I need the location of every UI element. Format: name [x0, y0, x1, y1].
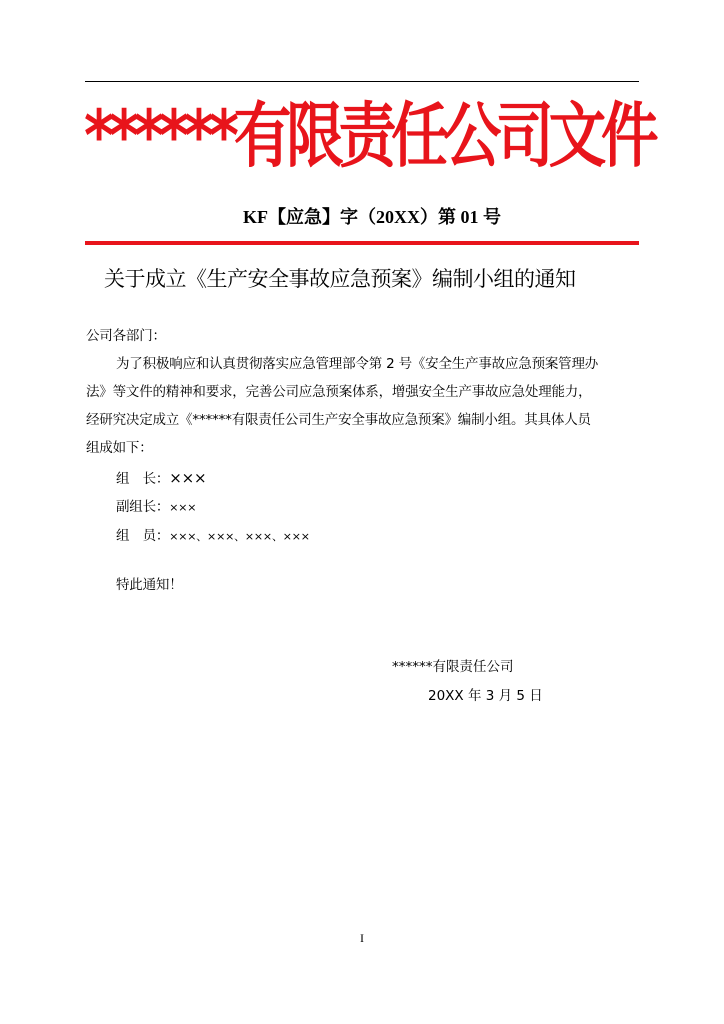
- signature-company: ******有限责任公司: [392, 659, 514, 675]
- closing-remark: 特此通知！: [116, 577, 183, 593]
- notice-title: 关于成立《生产安全事故应急预案》编制小组的通知: [104, 267, 576, 291]
- paragraph-line-3: 经研究决定成立《******有限责任公司生产安全事故应急预案》编制小组。其具体人员: [86, 412, 591, 428]
- masthead-red-rule: [85, 241, 639, 245]
- member-names: ×××: [169, 501, 197, 514]
- signature-date: 20XX 年 3 月 5 日: [428, 688, 543, 704]
- paragraph-line-1: 为了积极响应和认真贯彻落实应急管理部令第 2 号《安全生产事故应急预案管理办: [116, 356, 599, 372]
- member-names: ×××、×××、×××、×××: [169, 530, 310, 543]
- salutation: 公司各部门：: [86, 328, 166, 344]
- member-row-leader: [116, 468, 676, 489]
- document-number: KF【应急】字（20XX）第 01 号: [243, 207, 501, 227]
- paragraph-line-2: 法》等文件的精神和要求，完善公司应急预案体系，增强安全生产事故应急处理能力，: [86, 384, 592, 400]
- member-names: ×××: [169, 469, 207, 487]
- member-row-members: [116, 526, 676, 547]
- member-role: 组 员：: [116, 528, 170, 544]
- paragraph-line-4: 组成如下：: [86, 440, 153, 456]
- member-row-deputy: [116, 497, 676, 518]
- page-number: I: [360, 931, 364, 945]
- member-role: 组 长：: [116, 471, 170, 487]
- member-role: 副组长：: [116, 499, 170, 515]
- masthead-title: ******有限责任公司文件: [84, 95, 654, 177]
